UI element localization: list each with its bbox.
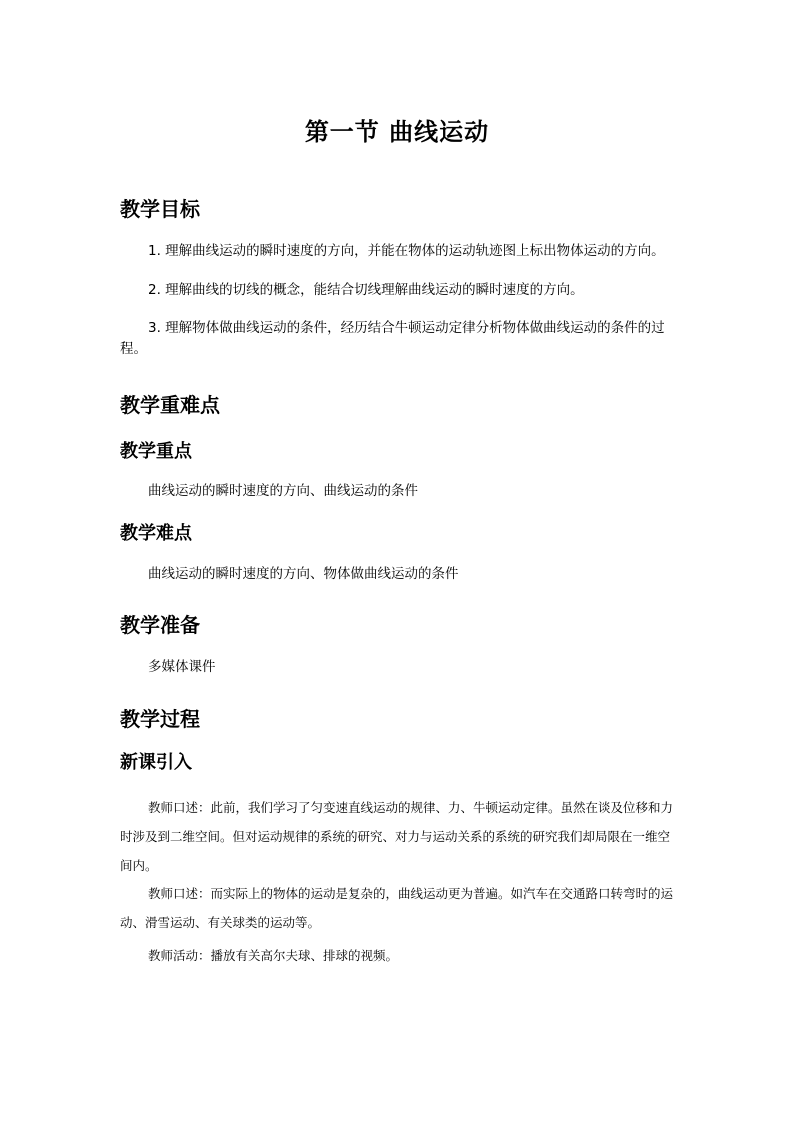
heading-process: 教学过程 — [120, 707, 200, 731]
key-points-text: 曲线运动的瞬时速度的方向、曲线运动的条件 — [148, 483, 418, 499]
heading-key-difficult: 教学重难点 — [120, 393, 220, 417]
preparation-text: 多媒体课件 — [148, 659, 216, 675]
objective-item-3: 3. 理解物体做曲线运动的条件，经历结合牛顿运动定律分析物体做曲线运动的条件的过程。 — [120, 320, 665, 357]
heading-key-points: 教学重点 — [120, 441, 192, 462]
heading-difficult-points: 教学难点 — [120, 523, 192, 544]
heading-objectives: 教学目标 — [120, 197, 200, 221]
heading-preparation: 教学准备 — [120, 613, 200, 637]
heading-intro: 新课引入 — [120, 752, 192, 773]
intro-paragraph-2: 教师口述：而实际上的物体的运动是复杂的，曲线运动更为普遍。如汽车在交通路口转弯时的运动、滑雪运动、有关球类的运动等。 — [120, 886, 674, 930]
objective-item-1: 1. 理解曲线运动的瞬时速度的方向，并能在物体的运动轨迹图上标出物体运动的方向。 — [148, 243, 665, 259]
page-title: 第一节 曲线运动 — [304, 118, 490, 146]
intro-paragraph-1: 教师口述：此前，我们学习了匀变速直线运动的规律、力、牛顿运动定律。虽然在谈及位移和力时涉及到二维空间。但对运动规律的系统的研究、对力与运动关系的系统的研究我们却局限在一维空间内。 — [120, 800, 674, 873]
difficult-points-text: 曲线运动的瞬时速度的方向、物体做曲线运动的条件 — [148, 566, 459, 582]
intro-paragraph-3: 教师活动：播放有关高尔夫球、排球的视频。 — [148, 948, 399, 963]
objective-item-2: 2. 理解曲线的切线的概念，能结合切线理解曲线运动的瞬时速度的方向。 — [148, 282, 584, 298]
